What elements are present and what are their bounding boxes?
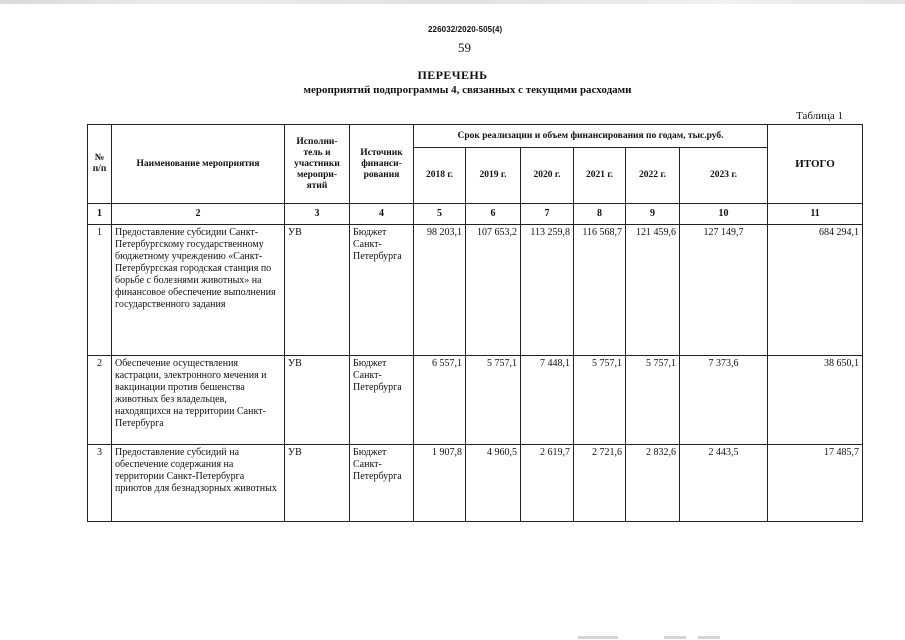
measure-source: Бюджет Санкт-Петербурга xyxy=(350,225,414,356)
header-year-2020: 2020 г. xyxy=(521,148,574,204)
row-number: 3 xyxy=(88,445,112,522)
measure-executor: УВ xyxy=(285,225,350,356)
column-number: 2 xyxy=(112,204,285,225)
value-2022: 2 832,6 xyxy=(626,445,680,522)
measure-source: Бюджет Санкт-Петербурга xyxy=(350,356,414,445)
column-number: 10 xyxy=(680,204,768,225)
table-row xyxy=(88,445,863,522)
document-title: ПЕРЕЧЕНЬ xyxy=(417,68,488,82)
value-2018: 1 907,8 xyxy=(414,445,466,522)
table-row xyxy=(88,356,863,445)
scan-mark-bottom xyxy=(578,636,618,639)
header-total: ИТОГО xyxy=(768,125,863,204)
header-year-2019: 2019 г. xyxy=(466,148,521,204)
value-2019: 5 757,1 xyxy=(466,356,521,445)
header-row-1 xyxy=(88,125,863,148)
value-2018: 98 203,1 xyxy=(414,225,466,356)
table-row xyxy=(88,225,863,356)
measure-name: Предоставление субсидии Санкт-Петербургскому государственному бюджетному учреждению «Санкт-Петербургская городская станция по борьбе с болезнями животных» на финансовое обеспечение выполнения государственного задания xyxy=(112,225,285,356)
column-number: 1 xyxy=(88,204,112,225)
value-2021: 116 568,7 xyxy=(574,225,626,356)
value-2020: 2 619,7 xyxy=(521,445,574,522)
measure-name: Предоставление субсидий на обеспечение содержания на территории Санкт-Петербурга приютов для безнадзорных животных xyxy=(112,445,285,522)
row-number: 2 xyxy=(88,356,112,445)
value-total: 17 485,7 xyxy=(768,445,863,522)
row-number: 1 xyxy=(88,225,112,356)
table-label: Таблица 1 xyxy=(796,110,844,122)
header-executor: Исполни-тель и участники меропри-ятий xyxy=(285,125,350,204)
measure-source: Бюджет Санкт-Петербурга xyxy=(350,445,414,522)
page-number: 59 xyxy=(458,40,471,55)
column-number: 8 xyxy=(574,204,626,225)
column-number: 11 xyxy=(768,204,863,225)
value-2023: 2 443,5 xyxy=(680,445,768,522)
header-num: № п/п xyxy=(88,125,112,204)
measure-name: Обеспечение осуществления кастрации, электронного мечения и вакцинации против бешенства животных без владельцев, находящихся на территории Санкт-Петербурга xyxy=(112,356,285,445)
header-year-2022: 2022 г. xyxy=(626,148,680,204)
scan-mark-bottom xyxy=(664,636,686,639)
column-number: 9 xyxy=(626,204,680,225)
measure-executor: УВ xyxy=(285,445,350,522)
column-numbers-row xyxy=(88,204,863,225)
scan-edge-top xyxy=(0,0,905,4)
value-2020: 113 259,8 xyxy=(521,225,574,356)
measure-executor: УВ xyxy=(285,356,350,445)
header-period-group: Срок реализации и объем финансирования по годам, тыс.руб. xyxy=(414,125,768,148)
scan-mark-bottom xyxy=(698,636,720,639)
header-source: Источник финанси-рования xyxy=(350,125,414,204)
value-total: 38 650,1 xyxy=(768,356,863,445)
value-2018: 6 557,1 xyxy=(414,356,466,445)
header-year-2018: 2018 г. xyxy=(414,148,466,204)
value-2022: 121 459,6 xyxy=(626,225,680,356)
header-name: Наименование мероприятия xyxy=(112,125,285,204)
value-2021: 2 721,6 xyxy=(574,445,626,522)
column-number: 5 xyxy=(414,204,466,225)
column-number: 6 xyxy=(466,204,521,225)
column-number: 7 xyxy=(521,204,574,225)
value-total: 684 294,1 xyxy=(768,225,863,356)
column-number: 3 xyxy=(285,204,350,225)
value-2021: 5 757,1 xyxy=(574,356,626,445)
value-2020: 7 448,1 xyxy=(521,356,574,445)
value-2019: 4 960,5 xyxy=(466,445,521,522)
value-2019: 107 653,2 xyxy=(466,225,521,356)
header-year-2021: 2021 г. xyxy=(574,148,626,204)
value-2023: 7 373,6 xyxy=(680,356,768,445)
document-subtitle: мероприятий подпрограммы 4, связанных с текущими расходами xyxy=(303,84,632,96)
column-number: 4 xyxy=(350,204,414,225)
header-year-2023: 2023 г. xyxy=(680,148,768,204)
document-id: 226032/2020-505(4) xyxy=(428,25,503,34)
measures-table xyxy=(87,124,863,522)
value-2023: 127 149,7 xyxy=(680,225,768,356)
value-2022: 5 757,1 xyxy=(626,356,680,445)
